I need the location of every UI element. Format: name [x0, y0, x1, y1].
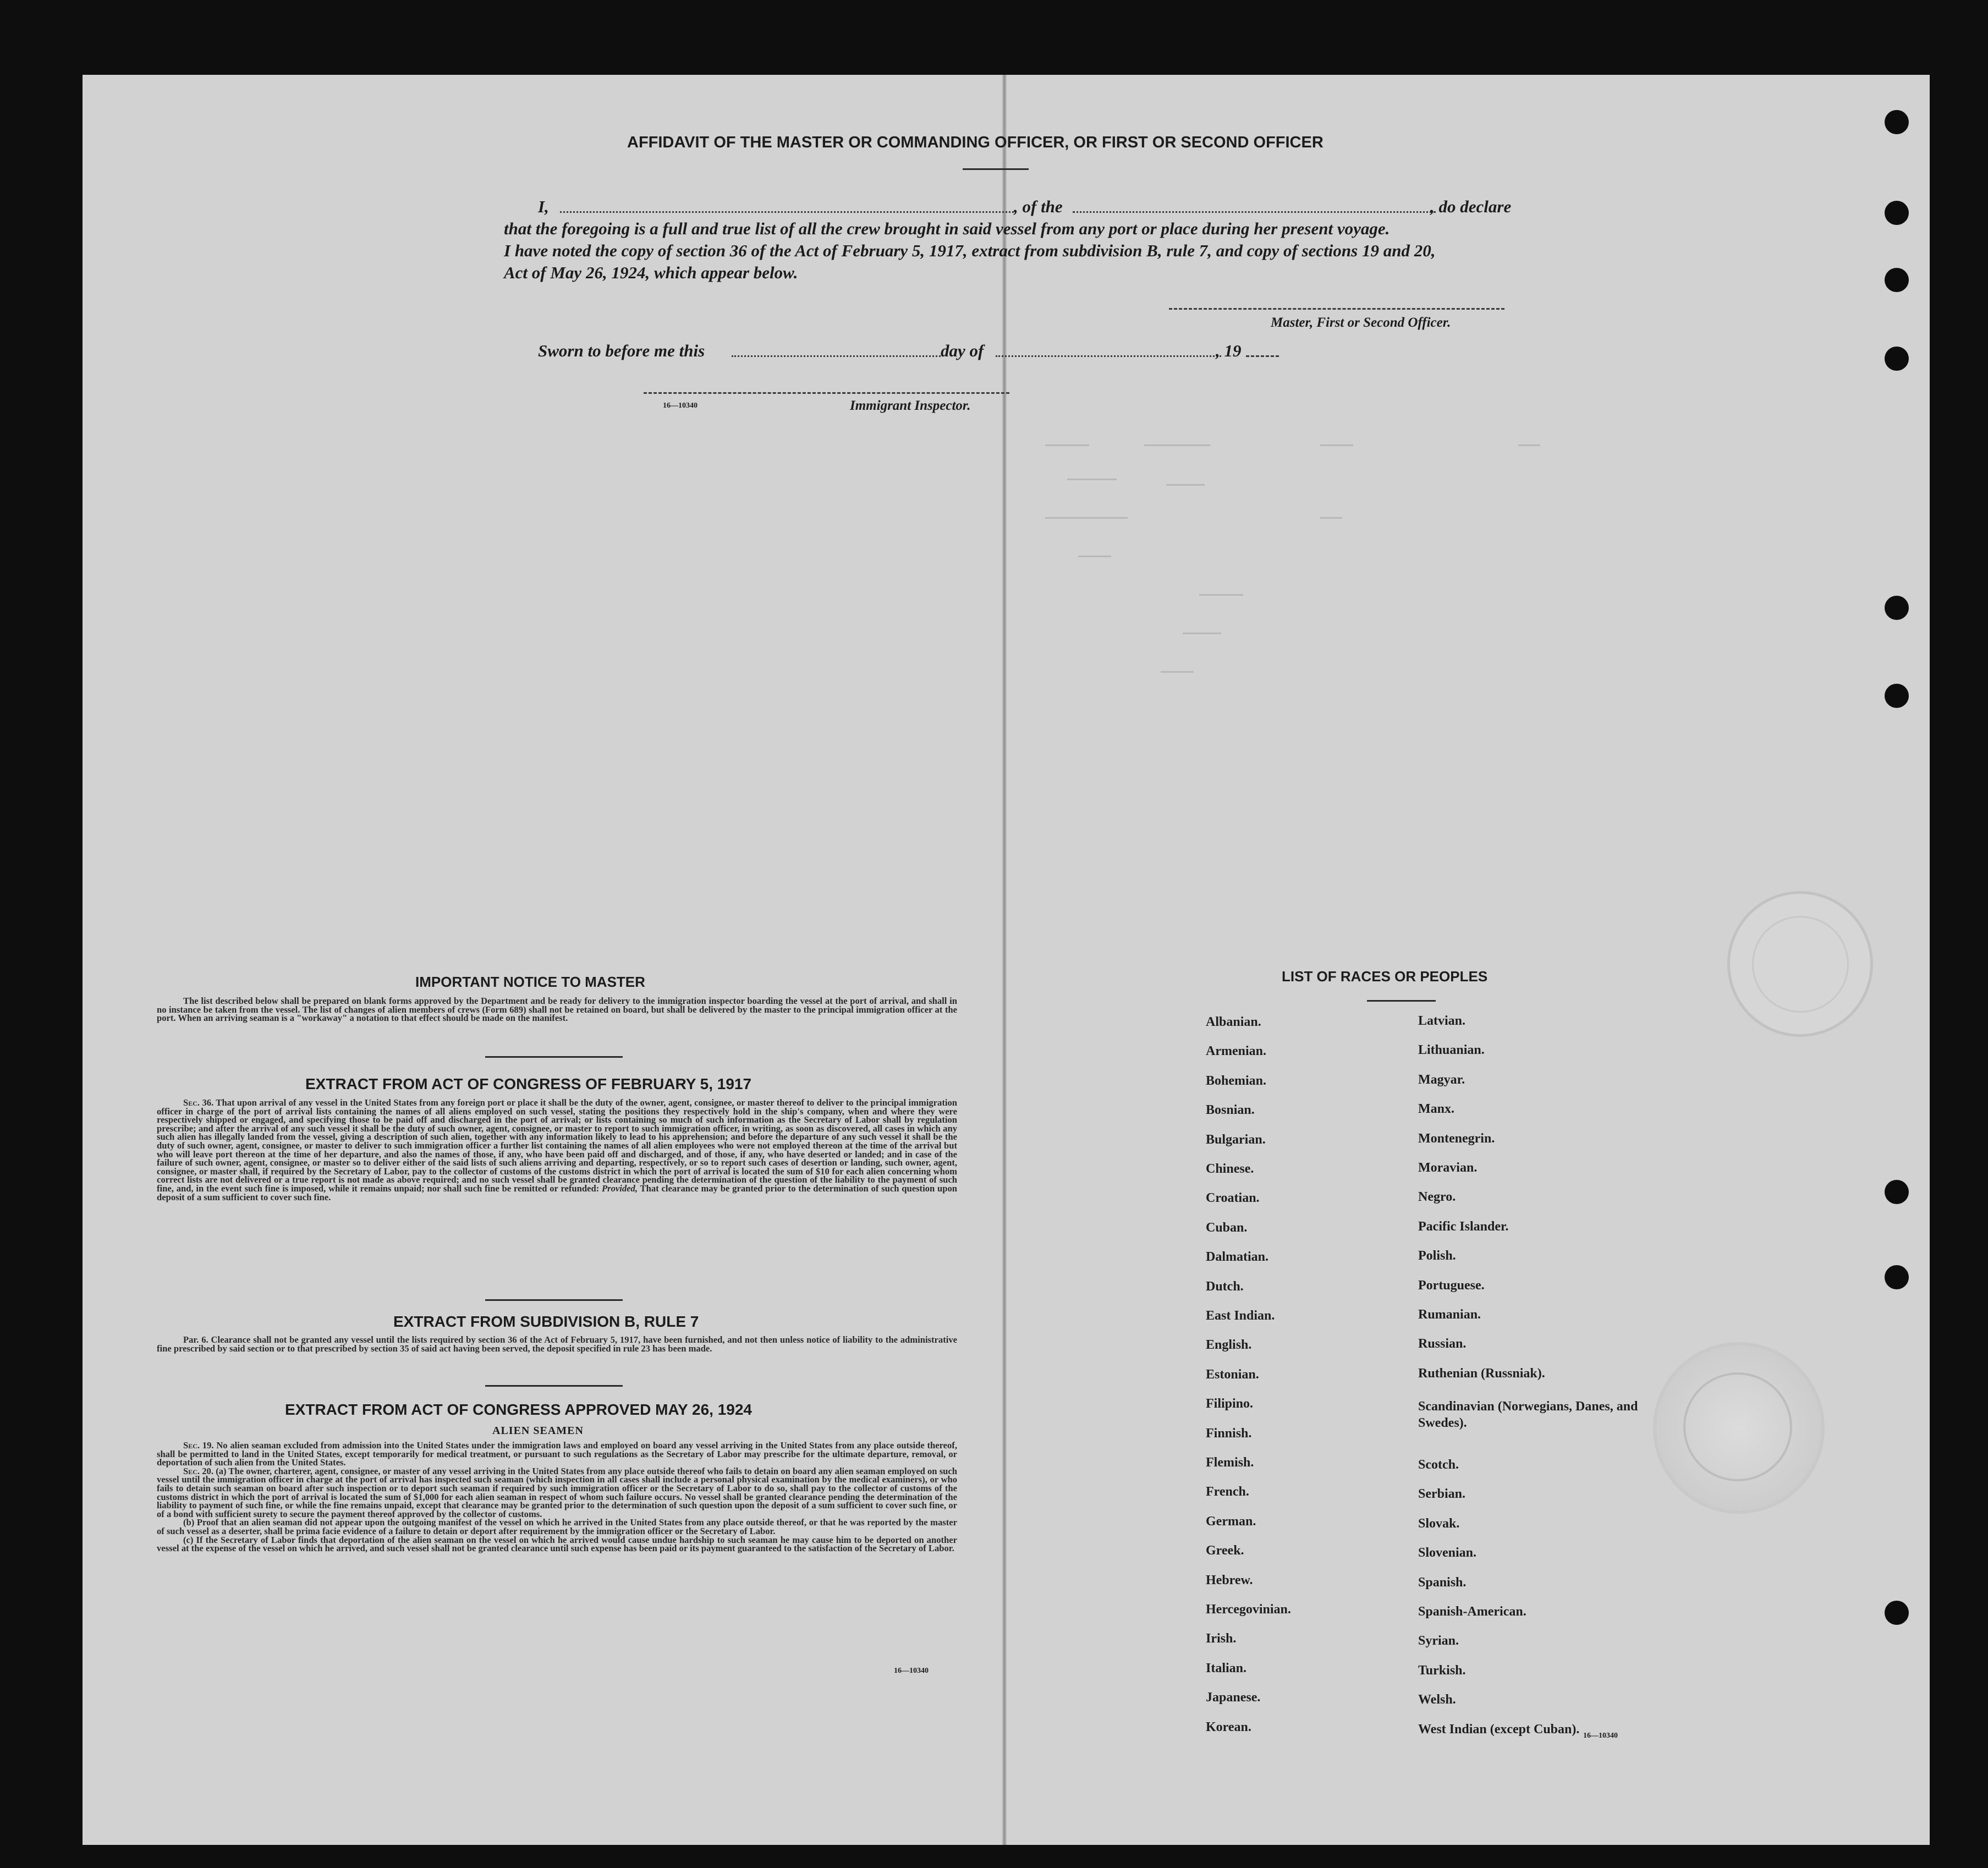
punch-hole [1885, 596, 1909, 620]
race-item: Italian. [1206, 1661, 1247, 1675]
bleed-mark [1161, 671, 1194, 673]
bleed-mark [1199, 594, 1243, 596]
bleed-mark [1067, 479, 1117, 480]
race-item: Negro. [1418, 1190, 1456, 1205]
race-item: Syrian. [1418, 1634, 1459, 1649]
provided-word: Provided, [602, 1183, 638, 1194]
race-item: Dalmatian. [1206, 1250, 1268, 1265]
race-item: Scandinavian (Norwegians, Danes, and Swedes). [1418, 1399, 1638, 1430]
rule-7-body [157, 1336, 957, 1353]
race-item: West Indian (except Cuban). [1418, 1722, 1580, 1737]
race-item: Spanish. [1418, 1575, 1467, 1590]
affidavit-declare: , do declare [1430, 197, 1512, 216]
bleed-mark [1518, 444, 1540, 446]
ink-stamp-inner [1752, 916, 1849, 1013]
race-item: Spanish-American. [1418, 1605, 1526, 1619]
punch-hole [1885, 347, 1909, 371]
bleed-mark [1320, 444, 1353, 446]
sworn-prefix: Sworn to before me this [538, 341, 705, 360]
race-item: Latvian. [1418, 1014, 1466, 1028]
race-item: East Indian. [1206, 1309, 1275, 1323]
bleed-mark [1183, 633, 1221, 634]
race-item: English. [1206, 1338, 1252, 1353]
race-item: French. [1206, 1485, 1249, 1499]
extract-1917-title: EXTRACT FROM ACT OF CONGRESS OF FEBRUARY 5, 1917 [305, 1075, 752, 1092]
race-item: Welsh. [1418, 1693, 1456, 1707]
race-item: German. [1206, 1514, 1256, 1529]
race-item: Filipino. [1206, 1397, 1254, 1411]
race-item: Armenian. [1206, 1044, 1266, 1059]
race-item: Slovak. [1418, 1516, 1460, 1531]
race-item: Hercegovinian. [1206, 1602, 1291, 1617]
race-item: Greek. [1206, 1543, 1244, 1558]
sworn-year-blank [1246, 355, 1279, 357]
affidavit-title: AFFIDAVIT OF THE MASTER OR COMMANDING OFFICER, OR FIRST OR SECOND OFFICER [627, 134, 1323, 151]
divider [1367, 1000, 1436, 1002]
race-item: Ruthenian (Russniak). [1418, 1366, 1545, 1381]
race-item: Bohemian. [1206, 1073, 1267, 1088]
sworn-month-blank [996, 355, 1221, 357]
race-item: Japanese. [1206, 1690, 1261, 1705]
extract-1924-title: EXTRACT FROM ACT OF CONGRESS APPROVED MAY 26, 1924 [285, 1401, 752, 1418]
race-item: Turkish. [1418, 1663, 1466, 1678]
form-number: 16—10340 [1583, 1732, 1618, 1740]
sworn-day-blank [732, 355, 941, 357]
sworn-day-of: day of [941, 341, 984, 360]
race-item: Russian. [1418, 1337, 1467, 1351]
race-item: Croatian. [1206, 1191, 1260, 1206]
bleed-mark [1045, 517, 1128, 519]
form-number: 16—10340 [894, 1667, 929, 1675]
signature-blank [1169, 308, 1504, 310]
embossed-seal-inner [1683, 1372, 1792, 1481]
affidavit-of-the: , of the [1014, 197, 1063, 216]
affidavit-line-3: I have noted the copy of section 36 of the Act of February 5, 1917, extract from subdivision B, rule 7, and copy of sections 19 and 20, [504, 241, 1436, 260]
punch-hole [1885, 268, 1909, 292]
race-item: Slovenian. [1418, 1546, 1477, 1561]
punch-hole [1885, 1265, 1909, 1289]
rule-7-text: Par. 6. Clearance shall not be granted any vessel until the lists required by section 36 of the Act of February 5, 1917, have been furnished, and not then unless notice of liability to the administrative fine prescribed by said section or to that prescribed by section 35 of said act having been served, the deposit specified in rule 23 has been made. [157, 1334, 957, 1354]
race-item: Portuguese. [1418, 1278, 1485, 1293]
sec-36-text: That upon arrival of any vessel in the United States from any foreign port or place it shall be the duty of the owner, agent, consignee, or master thereof to deliver to the principal immigration officer in charge of the port of arrival lists containing the names of all aliens employed on such vessel, stating the positions they respectively hold in the ship's company, when and where they were respectively shipped or engaged, and specifying those to be paid off and discharged in the port of arrival; or lists containing so much of such information as the Secretary of Labor shall by regulation prescribe; and after the arrival of any such vessel it shall be the duty of such owner, agent, consignee, or master to report to such immigration officer, in writing, as soon as discovered, all cases in which any such alien has illegally landed from the vessel, giving a description of such alien, together with any information likely to lead to his apprehension; and before the departure of any such vessel it shall be the duty of such owner, agent, consignee, or master to deliver to such immigration officer a further list containing the names of all alien employees who were not employed thereon at the time of the arrival but who will leave port thereon at the time of her departure, and also the names of those, if any, who have been paid off and discharged, and of those, if any, who have deserted or landed; and in case of the failure of such owner, agent, consignee, or master so to deliver either of the said lists of such aliens arriving and departing, respectively, or so to report such cases of desertion or landing, such owner, agent, consignee, or master shall, if required by the Secretary of Labor, pay to the collector of customs of the customs district in which the port of arrival is located the sum of $10 for each alien concerning whom correct lists are not delivered or a true report is not made as above required; and no such vessel shall be granted clearance pending the determination of the question of the liability to the payment of such fine, and, in the event such fine is imposed, while it remains unpaid; nor shall such fine be remitted or refunded: [157, 1097, 957, 1194]
bleed-mark [1144, 444, 1210, 446]
race-item: Cuban. [1206, 1220, 1248, 1235]
race-item: Chinese. [1206, 1162, 1254, 1176]
sec-19-label: Sec. 19. [183, 1440, 214, 1451]
extract-1924-body [157, 1441, 957, 1553]
race-item: Dutch. [1206, 1279, 1244, 1294]
bleed-mark [1045, 444, 1089, 446]
inspector-label: Immigrant Inspector. [850, 398, 971, 413]
sec-36-label: Sec. 36. [183, 1097, 214, 1108]
race-item: Montenegrin. [1418, 1131, 1495, 1146]
race-item: Serbian. [1418, 1487, 1466, 1502]
sworn-year: , 19 [1216, 341, 1242, 360]
form-number: 16—10340 [663, 402, 698, 410]
race-item: Korean. [1206, 1719, 1251, 1734]
punch-hole [1885, 1601, 1909, 1625]
name-blank [560, 211, 1014, 213]
notice-title: IMPORTANT NOTICE TO MASTER [415, 974, 645, 990]
race-item: Magyar. [1418, 1072, 1465, 1087]
divider [485, 1056, 623, 1058]
punch-hole [1885, 110, 1909, 134]
race-item: Bulgarian. [1206, 1132, 1266, 1147]
affidavit-line-4: Act of May 26, 1924, which appear below. [504, 263, 798, 282]
rule-7-title: EXTRACT FROM SUBDIVISION B, RULE 7 [393, 1313, 699, 1330]
signature-label: Master, First or Second Officer. [1271, 315, 1451, 330]
inspector-signature-blank [644, 392, 1009, 394]
race-item: Lithuanian. [1418, 1043, 1485, 1058]
bleed-mark [1078, 556, 1111, 557]
race-item: Estonian. [1206, 1367, 1259, 1382]
race-item: Bosnian. [1206, 1103, 1255, 1118]
race-item: Pacific Islander. [1418, 1219, 1509, 1234]
notice-paragraph [157, 997, 957, 1023]
sec-20-label: Sec. 20. [183, 1465, 213, 1476]
race-item: Polish. [1418, 1249, 1456, 1263]
sec-19-text: No alien seaman excluded from admission into the United States under the immigration laws and employed on board any vessel arriving in the United States from any place outside thereof, shall be permitted to land in the United States, except temporarily for medical treatment, or pursuant to such regulations as the Secretary of Labor may prescribe for the ultimate departure, removal, or deportation of such alien from the United States. [157, 1440, 957, 1468]
race-item: Flemish. [1206, 1455, 1254, 1470]
race-item: Irish. [1206, 1631, 1237, 1646]
race-item: Finnish. [1206, 1426, 1252, 1441]
punch-hole [1885, 201, 1909, 225]
punch-hole [1885, 1180, 1909, 1204]
vessel-blank [1073, 211, 1436, 213]
divider [485, 1299, 623, 1301]
race-item: Manx. [1418, 1102, 1454, 1117]
affidavit-i: I, [538, 197, 549, 216]
extract-1917-body [157, 1098, 957, 1201]
race-item: Hebrew. [1206, 1573, 1253, 1587]
races-title: LIST OF RACES OR PEOPLES [1282, 968, 1488, 985]
bleed-mark [1320, 517, 1342, 519]
race-item: Rumanian. [1418, 1307, 1481, 1322]
race-item: Albanian. [1206, 1015, 1261, 1029]
bleed-mark [1166, 484, 1205, 486]
race-item: Moravian. [1418, 1161, 1478, 1175]
race-item: Scotch. [1418, 1458, 1459, 1472]
notice-text: The list described below shall be prepared on blank forms approved by the Department and be ready for delivery to the immigration inspector boarding the vessel at the port of arrival, and shall in no instance be taken from the vessel. The list of changes of alien members of crews (Form 689) shall not be retained on board, but shall be delivered by the master to the principal immigration officer at the port. When an arriving seaman is a "workaway" a notation to that effect should be made on the manifest. [157, 996, 957, 1024]
sec-20c-text: (c) If the Secretary of Labor finds that deportation of the alien seaman on the vessel on which he arrived would cause undue hardship to such seaman he may cause him to be deported on another vessel at the expense of the vessel on which he arrived, and such vessel shall not be granted clearance until such expense has been paid or its payment guaranteed to the satisfaction of the Secretary of Labor. [157, 1534, 957, 1554]
alien-seamen-subtitle: ALIEN SEAMEN [492, 1425, 584, 1437]
page-fold [1002, 75, 1007, 1845]
sec-36-end: That clearance may be granted prior to the determination of such question upon deposit of a sum sufficient to cover such fine. [157, 1183, 957, 1202]
divider [963, 168, 1029, 170]
affidavit-line-2: that the foregoing is a full and true list of all the crew brought in said vessel from any port or place during her present voyage. [504, 219, 1390, 238]
sec-20a-text: (a) The owner, charterer, agent, consignee, or master of any vessel arriving in the United States from any place outside thereof who fails to detain on board any alien seaman employed on such vessel until the immigration officer in charge at the port of arrival has inspected such seaman (which inspection in all cases shall include a personal physical examination by the medical examiners), or who fails to detain such seaman on board after such inspection or to deport such seaman if required by such immigration officer or the Secretary of Labor to do so, shall pay to the collector of customs of the customs district in which the port of arrival is located the sum of $1,000 for each alien seaman in respect of whom such failure occurs. No vessel shall be granted clearance pending the determination of the liability to payment of such fine, or while the fine remains unpaid, except that clearance may be granted prior to the determination of such question upon the deposit of a sum sufficient to cover such fine, or of a bond with sufficient surety to secure the payment thereof approved by the collector of customs. [157, 1465, 957, 1519]
punch-hole [1885, 684, 1909, 708]
divider [485, 1385, 623, 1387]
sec-20b-text: (b) Proof that an alien seaman did not appear upon the outgoing manifest of the vessel on which he arrived in the United States from any place outside thereof, or that he was reported by the master of such vessel as a deserter, shall be prima facie evidence of a failure to detain or deport after requirement by the immigration officer or the Secretary of Labor. [157, 1517, 957, 1536]
